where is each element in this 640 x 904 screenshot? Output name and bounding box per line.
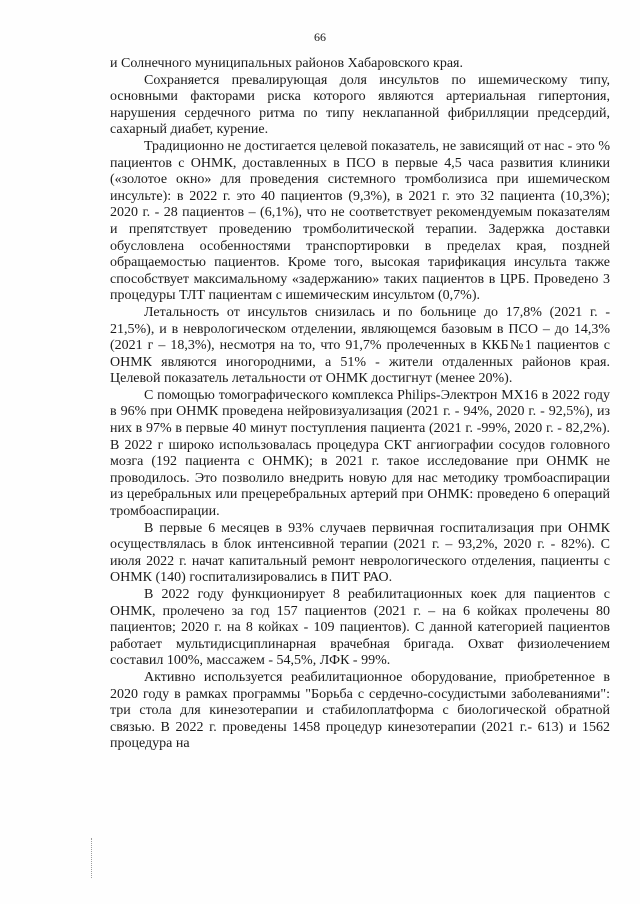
paragraph-4: Летальность от инсультов снизилась и по больнице до 17,8% (2021 г. - 21,5%), и в неврологическом отделении, являющемся базовым в ПСО – до 14,3% (2021 г – 18,3%), несмотря на то, что 91,7% пролеченных в ККБ№1 пациентов с ОНМК являются иногородними, а 51% - жители отдаленных районов края. Целевой показатель летальности от ОНМК достигнут (менее 20%). xyxy=(110,304,610,387)
paragraph-1: и Солнечного муниципальных районов Хабаровского края. xyxy=(110,56,463,71)
margin-scan-marks xyxy=(91,838,96,878)
paragraph-8: Активно используется реабилитационное оборудование, приобретенное в 2020 году в рамках программы "Борьба с сердечно-сосудистыми заболеваниями": три стола для кинезотерапии и стабилоплатформа с биологической обратной связью. В 2022 г. проведены 1458 процедур кинезотерапии (2021 г.- 613) и 1562 процедура на xyxy=(110,669,610,752)
paragraph-5: С помощью томографического комплекса Philips-Электрон MX16 в 2022 году в 96% при ОНМК проведена нейровизуализация (2021 г. - 94%, 2020 г. - 92,5%), из них в 97% в первые 40 минут поступления пациента (2021 г. -99%, 2020 г. - 82,2%). В 2022 г широко использовалась процедура СКТ ангиографии сосудов головного мозга (192 пациента с ОНМК); в 2021 г. такое исследование при ОНМК не проводилось. Это позволило внедрить новую для нас методику тромбоаспирации из церебральных или прецеребральных артерий при ОНМК: проведено 6 операций тромбоаспирации. xyxy=(110,387,610,520)
paragraph-6: В первые 6 месяцев в 93% случаев первичная госпитализация при ОНМК осуществлялась в блок интенсивной терапии (2021 г. – 93,2%, 2020 г. - 82%). С июля 2022 г. начат капитальный ремонт неврологического отделения, пациенты с ОНМК (140) госпитализировались в ПИТ РАО. xyxy=(110,520,610,586)
paragraph-7: В 2022 году функционирует 8 реабилитационных коек для пациентов с ОНМК, пролечено за год 157 пациентов (2021 г. – на 6 койках пролечены 80 пациентов; 2020 г. на 8 койках - 109 пациентов). С данной категорией пациентов работает мультидисциплинарная врачебная бригада. Охват физиолечением составил 100%, массажем - 54,5%, ЛФК - 99%. xyxy=(110,587,610,669)
paragraph-3: Традиционно не достигается целевой показатель, не зависящий от нас - это % пациентов с ОНМК, доставленных в ПСО в первые 4,5 часа развития клиники («золотое окно» для проведения системного тромболизиса при ишемическом инсульте): в 2022 г. это 40 пациентов (9,3%), в 2021 г. это 32 пациента (10,3%); 2020 г. - 28 пациентов – (6,1%), что не соответствует рекомендуемым показателям и препятствует проведению тромболитической терапии. Задержка доставки обусловлена особенностями транспортировки в пределах края, поздней обращаемостью пациентов. Кроме того, высокая тарификация инсульта также способствует максимальному «задержанию» таких пациентов в ЦРБ. Проведено 3 процедуры ТЛТ пациентам с ишемическим инсультом (0,7%). xyxy=(110,138,610,304)
page-number: 66 xyxy=(314,30,326,44)
paragraph-2: Сохраняется превалирующая доля инсультов по ишемическому типу, основными факторами риска которого являются артериальная гипертония, нарушения сердечного ритма по типу неклапанной фибрилляции предсердий, сахарный диабет, курение. xyxy=(110,72,610,138)
body-text xyxy=(110,56,610,753)
